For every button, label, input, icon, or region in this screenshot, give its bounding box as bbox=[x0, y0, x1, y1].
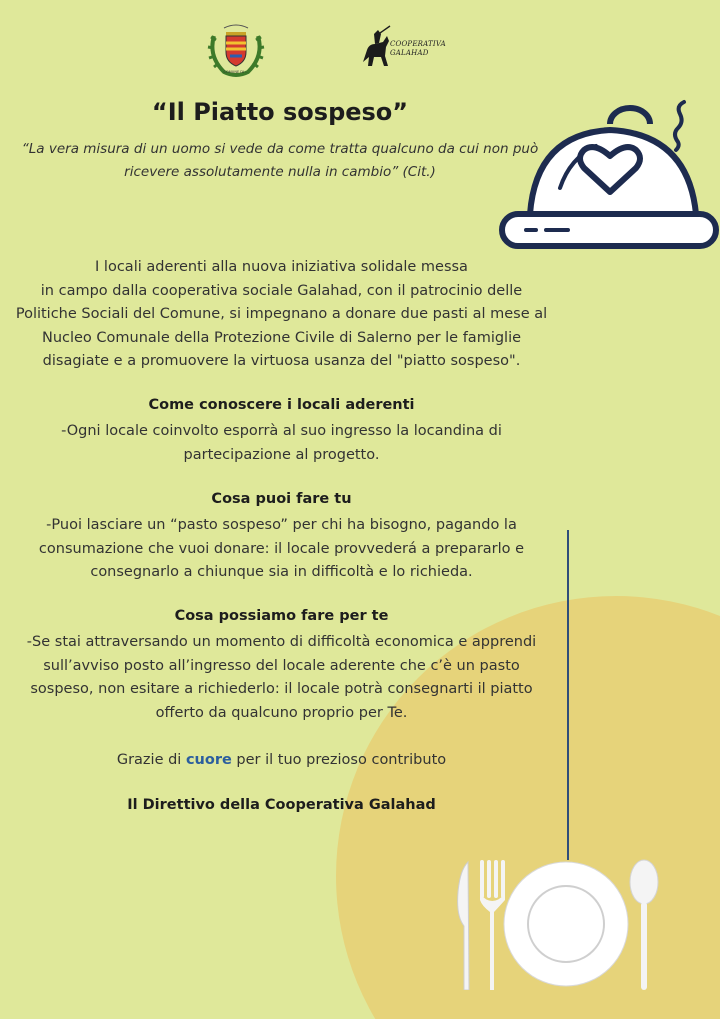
poster-title: “Il Piatto sospeso” bbox=[151, 98, 409, 126]
municipality-logo-text: COMUNE DI ... bbox=[223, 70, 249, 74]
municipality-crest-icon bbox=[204, 16, 268, 80]
section-line: offerto da qualcuno proprio per Te. bbox=[155, 704, 408, 721]
section-line: sull’avviso posto all’ingresso del locale aderente che c’è un pasto bbox=[43, 657, 520, 674]
quote: “La vera misura di un uomo si vede da come tratta qualcuno da cui non può ricevere assolutamente nulla in cambio” (Cit.) bbox=[21, 141, 539, 180]
cooperative-name bbox=[390, 40, 446, 58]
section-line: -Ogni locale coinvolto esporrà al suo ingresso la locandina di bbox=[61, 423, 502, 439]
section-text-what-we-can-do bbox=[0, 631, 563, 725]
section-line: consegnarlo a chiunque sia in difficoltà e lo richieda. bbox=[90, 564, 473, 580]
section-heading-what-you-can-do: Cosa puoi fare tu bbox=[211, 491, 352, 507]
thanks-line bbox=[0, 749, 563, 773]
knight-horse-icon bbox=[360, 24, 392, 70]
cooperative-logo bbox=[360, 24, 460, 70]
thanks-text-after: per il tuo prezioso contributo bbox=[231, 752, 447, 768]
intro-line: Nucleo Comunale della Protezione Civile di Salerno per le famiglie bbox=[41, 329, 522, 346]
signature: Il Direttivo della Cooperativa Galahad bbox=[127, 797, 436, 813]
cooperative-name-line1: COOPERATIVA bbox=[390, 40, 446, 48]
section-line: partecipazione al progetto. bbox=[183, 446, 380, 463]
intro-paragraph bbox=[0, 256, 563, 374]
section-line: consumazione che vuoi donare: il locale provvederá a prepararlo e bbox=[38, 540, 525, 557]
section-text-how-to-find bbox=[0, 420, 563, 467]
intro-line: I locali aderenti alla nuova iniziativa solidale messa bbox=[95, 259, 468, 275]
knife-icon bbox=[458, 862, 469, 990]
section-text-what-you-can-do bbox=[0, 514, 563, 585]
thanks-accent-word: cuore bbox=[185, 752, 232, 768]
section-line: sospeso, non esitare a richiederlo: il locale potrà consegnarti il piatto bbox=[30, 681, 533, 697]
fork-icon bbox=[480, 860, 505, 990]
intro-line: Politiche Sociali del Comune, si impegnano a donare due pasti al mese al bbox=[15, 306, 548, 322]
spoon-icon bbox=[630, 860, 658, 990]
intro-line: in campo dalla cooperativa sociale Galahad, con il patrocinio delle bbox=[40, 282, 523, 299]
section-line: -Puoi lasciare un “pasto sospeso” per chi ha bisogno, pagando la bbox=[46, 517, 517, 533]
section-line: -Se stai attraversando un momento di difficoltà economica e apprendi bbox=[26, 634, 537, 650]
section-heading-what-we-can-do: Cosa possiamo fare per te bbox=[174, 608, 389, 624]
decorative-line bbox=[567, 530, 569, 860]
tableware-illustration bbox=[452, 856, 670, 990]
intro-line: disagiate e a promuovere la virtuosa usanza del "piatto sospeso". bbox=[42, 353, 521, 369]
section-heading-how-to-find: Come conoscere i locali aderenti bbox=[148, 397, 415, 413]
cooperative-name-line2: GALAHAD bbox=[390, 49, 429, 57]
thanks-text-before: Grazie di bbox=[116, 752, 186, 768]
plate-icon bbox=[504, 862, 628, 986]
